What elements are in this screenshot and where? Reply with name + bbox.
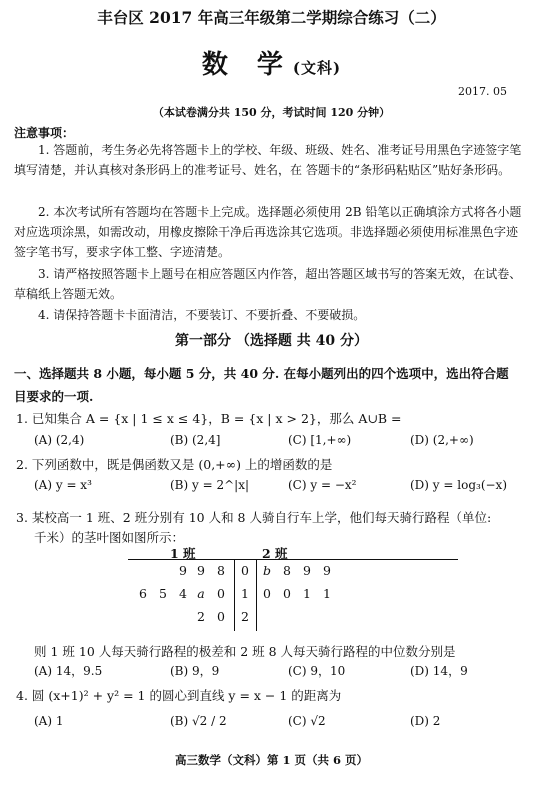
q1-option-d: (D) (2,+∞) bbox=[410, 433, 474, 447]
exam-date: 2017. 05 bbox=[458, 85, 507, 98]
exam-meta: （本试卷满分共 150 分，考试时间 120 分钟） bbox=[152, 106, 391, 119]
q4-option-c: (C) √2 bbox=[288, 714, 326, 728]
question-3-line-2: 千米）的茎叶图如图所示： bbox=[34, 530, 185, 545]
note-item-3: 3. 请严格按照答题卡上题号在相应答题区内作答，超出答题区域书写的答案无效，在试卷、草稿纸上答题无效。 bbox=[14, 267, 522, 301]
q3-option-b: (B) 9，9 bbox=[170, 664, 220, 678]
q3-option-c: (C) 9，10 bbox=[288, 664, 346, 678]
stem-leaf-top-rule bbox=[128, 559, 458, 560]
note-item-1: 1. 答题前，考生务必先将答题卡上的学校、年级、班级、姓名、准考证号用黑色字迹签字笔填写清楚，并认真核对条形码上的准考证号、姓名，在 答题卡的“条形码粘贴区”贴好条形码。 bbox=[14, 143, 522, 177]
leaf-left: 9 bbox=[197, 563, 205, 578]
q3-option-a: (A) 14，9.5 bbox=[34, 664, 103, 678]
stem-leaf-left-header: 1 班 bbox=[170, 546, 196, 561]
question-3-ask: 则 1 班 10 人每天骑行路程的极差和 2 班 8 人每天骑行路程的中位数分别是 bbox=[34, 644, 456, 659]
subject-heading bbox=[0, 44, 543, 81]
stem-value: 0 bbox=[241, 563, 249, 578]
leaf-left: a bbox=[197, 586, 205, 601]
leaf-right: b bbox=[262, 563, 271, 578]
notes-title: 注意事项： bbox=[14, 126, 75, 140]
q4-option-d: (D) 2 bbox=[410, 714, 441, 728]
q4-option-a: (A) 1 bbox=[34, 714, 64, 728]
exam-title: 丰台区 2017 年高三年级第二学期综合练习（二） bbox=[97, 8, 446, 27]
q1-option-b: (B) (2,4] bbox=[170, 433, 221, 447]
part-title: 第一部分 （选择题 共 40 分） bbox=[175, 333, 368, 349]
leaf-left: 2 bbox=[197, 609, 205, 624]
leaf-left: 8 bbox=[217, 563, 225, 578]
leaf-left: 9 bbox=[179, 563, 187, 578]
q1-option-a: (A) (2,4) bbox=[34, 433, 85, 447]
stem-value: 1 bbox=[241, 586, 249, 601]
q3-option-d: (D) 14，9 bbox=[410, 664, 468, 678]
leaf-right: 9 bbox=[323, 563, 331, 578]
stem-leaf-right-divider bbox=[256, 559, 257, 631]
leaf-left: 0 bbox=[217, 609, 225, 624]
q2-option-d: (D) y = log₃(−x) bbox=[410, 478, 508, 492]
leaf-left: 5 bbox=[159, 586, 167, 601]
leaf-right: 9 bbox=[303, 563, 311, 578]
question-3-line-1: 3. 某校高一 1 班、2 班分别有 10 人和 8 人骑自行车上学，他们每天骑行路程（单位: bbox=[16, 510, 492, 525]
q2-option-b: (B) y = 2^|x| bbox=[170, 478, 250, 492]
question-2: 2. 下列函数中，既是偶函数又是 (0,+∞) 上的增函数的是 bbox=[16, 457, 333, 472]
subject-note: (文科) bbox=[292, 59, 342, 77]
leaf-left: 6 bbox=[139, 586, 147, 601]
leaf-left: 4 bbox=[179, 586, 187, 601]
stem-leaf-right-header: 2 班 bbox=[262, 546, 288, 561]
q2-option-c: (C) y = −x² bbox=[288, 478, 357, 492]
page-footer: 高三数学（文科）第 1 页（共 6 页） bbox=[174, 753, 369, 767]
leaf-right: 0 bbox=[263, 586, 271, 601]
stem-leaf-left-divider bbox=[234, 559, 235, 631]
q4-option-b: (B) √2 / 2 bbox=[170, 714, 227, 728]
question-4: 4. 圆 (x+1)² + y² = 1 的圆心到直线 y = x − 1 的距离为 bbox=[16, 688, 342, 703]
note-item-4: 4. 请保持答题卡卡面清洁，不要装订、不要折叠、不要破损。 bbox=[38, 308, 366, 322]
note-item-2: 2. 本次考试所有答题均在答题卡上完成。选择题必须使用 2B 铅笔以正确填涂方式将各小题对应选项涂黑，如需改动，用橡皮擦除干净后再选涂其它选项。非选择题必须使用标准黑色字迹签字笔书写，要求字体工整、字迹清楚。 bbox=[14, 205, 522, 259]
q1-option-c: (C) [1,+∞) bbox=[288, 433, 352, 447]
stem-value: 2 bbox=[241, 609, 249, 624]
leaf-right: 8 bbox=[283, 563, 291, 578]
leaf-left: 0 bbox=[217, 586, 225, 601]
leaf-right: 1 bbox=[323, 586, 331, 601]
leaf-right: 0 bbox=[283, 586, 291, 601]
stem-leaf-plot bbox=[128, 559, 458, 631]
section-instructions: 一、选择题共 8 小题，每小题 5 分，共 40 分. 在每小题列出的四个选项中，选出符合题目要求的一项. bbox=[14, 366, 509, 404]
question-1: 1. 已知集合 A = {x | 1 ≤ x ≤ 4}，B = {x | x > 2}，那么 A∪B = bbox=[16, 411, 402, 426]
leaf-right: 1 bbox=[303, 586, 311, 601]
q2-option-a: (A) y = x³ bbox=[34, 478, 92, 492]
subject-name: 数 学 bbox=[201, 50, 293, 80]
